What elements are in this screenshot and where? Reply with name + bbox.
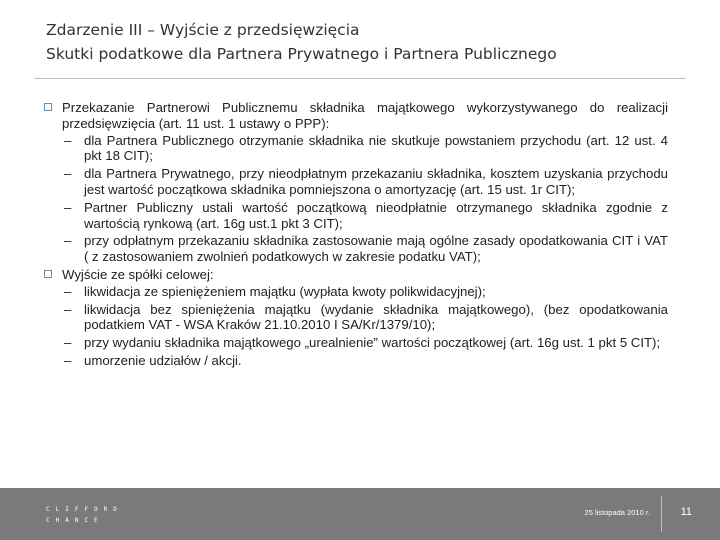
page-number: 11 [680,506,692,518]
footer-bar [0,488,720,540]
sub-item-text: umorzenie udziałów / akcji. [84,352,242,368]
sub-item [44,233,668,265]
sub-item-text: dla Partnera Publicznego otrzymanie składnika nie skutkuje powstaniem przychodu (art. 12 ust. 4 pkt 18 CIT); [84,132,668,164]
bullet-text: Wyjście ze spółki celowej: [62,266,214,282]
sub-item [44,302,668,334]
sub-item [44,353,668,369]
dash-icon: – [64,335,72,351]
dash-icon: – [64,199,72,215]
sub-item [44,200,668,232]
sub-item [44,335,668,351]
square-bullet-icon [44,103,52,111]
slide-content [44,100,668,371]
sub-item-text: likwidacja bez spieniężenia majątku (wydanie składnika majątkowego), (bez opodatkowania podatkiem VAT - WSA Kraków 21.10.2010 I SA/Kr/1379/10); [84,301,668,333]
sub-item-text: Partner Publiczny ustali wartość początkową nieodpłatnie otrzymanego składnika zgodnie z wartością rynkową (art. 16g ust.1 pkt 3 CIT); [84,199,668,231]
dash-icon: – [64,352,72,368]
bullet-text: Przekazanie Partnerowi Publicznemu składnika majątkowego wykorzystywanego do realizacji przedsięwzięcia (art. 11 ust. 1 ustawy o PPP): [62,100,668,131]
dash-icon: – [64,233,72,249]
sub-item [44,284,668,300]
bullet-transfer [44,100,668,132]
logo-line-2: CHANCE [46,517,104,524]
sub-item [44,133,668,165]
dash-icon: – [64,166,72,182]
sub-item-text: przy wydaniu składnika majątkowego „urealnienie” wartości początkowej (art. 16g ust. 1 pkt 5 CIT); [84,335,661,351]
dash-icon: – [64,283,72,299]
title-divider [34,78,686,79]
sub-item-text: przy odpłatnym przekazaniu składnika zastosowanie mają ogólne zasady opodatkowania CIT i VAT ( z zastosowaniem zwolnień podatkowych w zakresie podatku VAT); [84,233,668,265]
logo-line-1: CLIFFORD [46,506,123,513]
slide-title [46,18,686,66]
title-line-1: Zdarzenie III – Wyjście z przedsięwzięcia [46,21,360,39]
dash-icon: – [64,301,72,317]
company-logo [46,504,123,526]
title-line-2: Skutki podatkowe dla Partnera Prywatnego i Partnera Publicznego [46,45,557,63]
sub-item-text: dla Partnera Prywatnego, przy nieodpłatnym przekazaniu składnika, kosztem uzyskania przychodu jest wartość początkowa składnika pomniejszona o amortyzację (art. 15 ust. 1r CIT); [84,166,668,197]
bullet-exit [44,267,668,283]
sub-item [44,166,668,198]
footer-divider [661,496,662,532]
square-bullet-icon [44,270,52,278]
sub-item-text: likwidacja ze spieniężeniem majątku (wypłata kwoty polikwidacyjnej); [84,283,486,299]
dash-icon: – [64,132,72,148]
footer-date: 25 listopada 2010 r. [584,508,650,517]
